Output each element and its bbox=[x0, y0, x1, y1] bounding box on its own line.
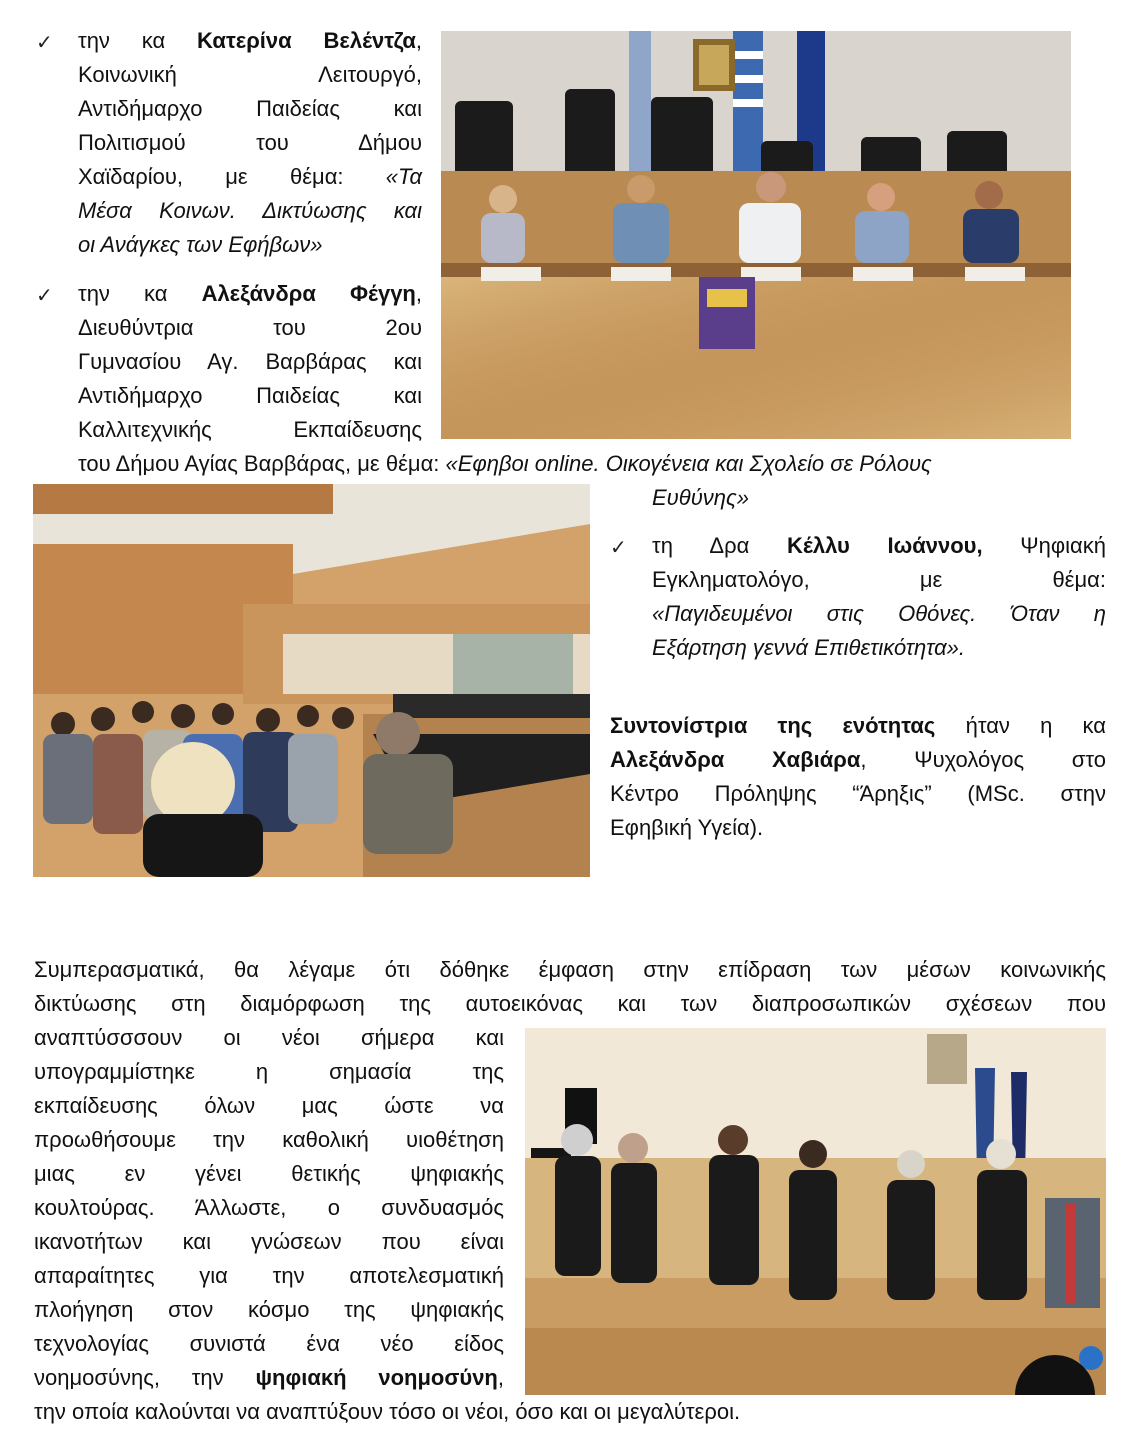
bullet-speaker-1: την κα Κατερίνα Βελέντζα, Κοινωνική Λειτουργό, Αντιδήμαρχο Παιδείας και Πολιτισμού του Δήμου Χαϊδαρίου, με θέμα: «Τα Μέσα Κοινων. Δικτύωσης και οι Ανάγκες των Εφήβων» bbox=[78, 28, 422, 257]
audience-photo bbox=[33, 484, 590, 877]
bullet-speaker-2-topic: του Δήμου Αγίας Βαρβάρας, με θέμα: «Εφηβοι online. Οικογένεια και Σχολείο σε Ρόλους bbox=[78, 451, 932, 476]
performers-photo bbox=[525, 1028, 1106, 1395]
bullet-speaker-2-topic-end: Ευθύνης» bbox=[652, 485, 749, 510]
conclusion-body: αναπτύσσσουν οι νέοι σήμερα και υπογραμμίστηκε η σημασία της εκπαίδευσης όλων μας ώστε να προωθήσουμε την καθολική υιοθέτηση μιας εν γένει θετικής ψηφιακής κουλτούρας. Άλλωστε, ο συνδυασμός ικανοτήτων και γνώσεων που είναι απαραίτητες για την αποτελεσματική πλοήγηση στον κόσμο της ψηφιακής τεχνολογίας συνιστά ένα νέο είδος νοημοσύνης, την ψηφιακή νοημοσύνη, bbox=[34, 1025, 505, 1390]
conclusion-intro: Συμπερασματικά, θα λέγαμε ότι δόθηκε έμφαση στην επίδραση των μέσων κοινωνικής δικτύωσης στη διαμόρφωση της αυτοεικόνας και των διαπροσωπικών σχέσεων που bbox=[34, 957, 1106, 1016]
bullet-speaker-2: την κα Αλεξάνδρα Φέγγη, Διευθύντρια του 2ου Γυμνασίου Αγ. Βαρβάρας και Αντιδήμαρχο Παιδείας και Καλλιτεχνικής Εκπαίδευσης bbox=[78, 281, 422, 442]
panel-photo bbox=[441, 31, 1071, 439]
check-icon: ✓ bbox=[36, 32, 53, 54]
check-icon: ✓ bbox=[610, 537, 627, 559]
conclusion-final-line: την οποία καλούνται να αναπτύξουν τόσο οι νέοι, όσο και οι μεγαλύτεροι. bbox=[34, 1399, 741, 1424]
coordinator-paragraph: Συντονίστρια της ενότητας ήταν η κα Αλεξάνδρα Χαβιάρα, Ψυχολόγος στο Κέντρο Πρόληψης “Άρηξις” (MSc. στην Εφηβική Υγεία). bbox=[610, 713, 1107, 840]
check-icon: ✓ bbox=[36, 285, 53, 307]
bullet-speaker-3: τη Δρα Κέλλυ Ιωάννου, Ψηφιακή Εγκληματολόγο, με θέμα: «Παγιδευμένοι στις Οθόνες. Όταν η Εξάρτηση γεννά Επιθετικότητα». bbox=[652, 533, 1106, 660]
